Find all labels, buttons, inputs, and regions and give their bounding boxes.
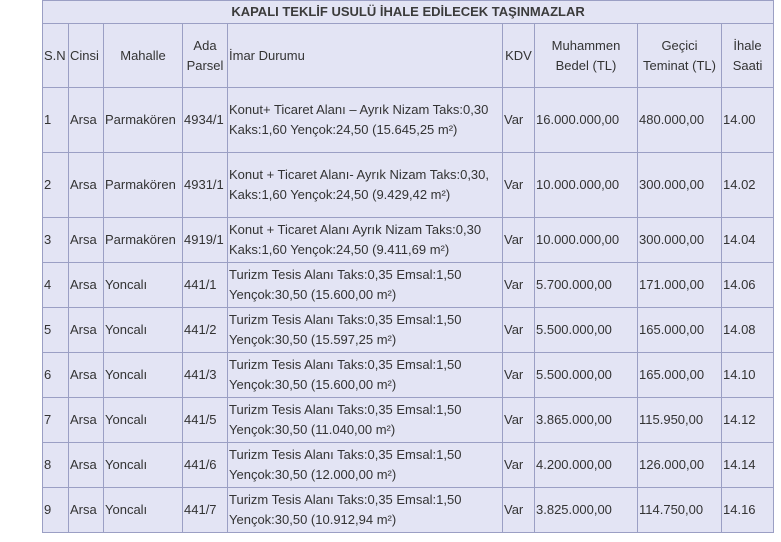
cell-kdv: Var <box>503 488 535 533</box>
cell-imar: Konut + Ticaret Alanı Ayrık Nizam Taks:0,30 Kaks:1,60 Yençok:24,50 (9.411,69 m²) <box>228 218 503 263</box>
table-row <box>43 308 774 353</box>
cell-cinsi: Arsa <box>69 398 104 443</box>
cell-imar: Turizm Tesis Alanı Taks:0,35 Emsal:1,50 Yençok:30,50 (11.040,00 m²) <box>228 398 503 443</box>
cell-ada-parsel: 441/7 <box>183 488 228 533</box>
table-row <box>43 88 774 153</box>
cell-mahalle: Yoncalı <box>104 443 183 488</box>
header-row <box>43 24 774 88</box>
cell-ihale-saati: 14.00 <box>722 88 774 153</box>
cell-sn: 9 <box>43 488 69 533</box>
cell-muhammen: 16.000.000,00 <box>535 88 638 153</box>
cell-ada-parsel: 441/5 <box>183 398 228 443</box>
cell-ada-parsel: 441/3 <box>183 353 228 398</box>
cell-ada-parsel: 4934/1 <box>183 88 228 153</box>
header-muhammen: Muhammen Bedel (TL) <box>535 24 638 88</box>
cell-kdv: Var <box>503 88 535 153</box>
cell-ada-parsel: 441/1 <box>183 263 228 308</box>
cell-imar: Konut+ Ticaret Alanı – Ayrık Nizam Taks:0,30 Kaks:1,60 Yençok:24,50 (15.645,25 m²) <box>228 88 503 153</box>
cell-gecici: 115.950,00 <box>638 398 722 443</box>
table-row <box>43 218 774 263</box>
header-ihale: İhale Saati <box>722 24 774 88</box>
cell-ihale-saati: 14.14 <box>722 443 774 488</box>
cell-muhammen: 5.500.000,00 <box>535 353 638 398</box>
cell-mahalle: Yoncalı <box>104 353 183 398</box>
property-table-container <box>42 0 773 533</box>
cell-ada-parsel: 4931/1 <box>183 153 228 218</box>
cell-gecici: 480.000,00 <box>638 88 722 153</box>
cell-gecici: 171.000,00 <box>638 263 722 308</box>
cell-mahalle: Parmakören <box>104 153 183 218</box>
cell-ada-parsel: 4919/1 <box>183 218 228 263</box>
cell-sn: 7 <box>43 398 69 443</box>
table-title: KAPALI TEKLİF USULÜ İHALE EDİLECEK TAŞINMAZLAR <box>43 1 774 24</box>
cell-ada-parsel: 441/2 <box>183 308 228 353</box>
cell-sn: 6 <box>43 353 69 398</box>
cell-gecici: 165.000,00 <box>638 353 722 398</box>
cell-kdv: Var <box>503 398 535 443</box>
cell-imar: Konut + Ticaret Alanı- Ayrık Nizam Taks:0,30, Kaks:1,60 Yençok:24,50 (9.429,42 m²) <box>228 153 503 218</box>
cell-muhammen: 5.500.000,00 <box>535 308 638 353</box>
cell-kdv: Var <box>503 443 535 488</box>
header-kdv: KDV <box>503 24 535 88</box>
cell-ihale-saati: 14.16 <box>722 488 774 533</box>
cell-sn: 2 <box>43 153 69 218</box>
cell-imar: Turizm Tesis Alanı Taks:0,35 Emsal:1,50 Yençok:30,50 (15.600,00 m²) <box>228 263 503 308</box>
cell-muhammen: 4.200.000,00 <box>535 443 638 488</box>
table-row <box>43 153 774 218</box>
table-row <box>43 353 774 398</box>
cell-mahalle: Parmakören <box>104 88 183 153</box>
cell-cinsi: Arsa <box>69 88 104 153</box>
cell-mahalle: Yoncalı <box>104 398 183 443</box>
cell-kdv: Var <box>503 153 535 218</box>
cell-mahalle: Yoncalı <box>104 263 183 308</box>
cell-sn: 4 <box>43 263 69 308</box>
cell-muhammen: 3.865.000,00 <box>535 398 638 443</box>
cell-muhammen: 5.700.000,00 <box>535 263 638 308</box>
table-row <box>43 488 774 533</box>
cell-mahalle: Parmakören <box>104 218 183 263</box>
cell-kdv: Var <box>503 218 535 263</box>
header-imar: İmar Durumu <box>228 24 503 88</box>
cell-sn: 8 <box>43 443 69 488</box>
cell-cinsi: Arsa <box>69 218 104 263</box>
cell-mahalle: Yoncalı <box>104 308 183 353</box>
cell-cinsi: Arsa <box>69 353 104 398</box>
cell-cinsi: Arsa <box>69 443 104 488</box>
cell-gecici: 114.750,00 <box>638 488 722 533</box>
cell-ihale-saati: 14.10 <box>722 353 774 398</box>
header-gecici: Geçici Teminat (TL) <box>638 24 722 88</box>
cell-sn: 3 <box>43 218 69 263</box>
cell-muhammen: 10.000.000,00 <box>535 218 638 263</box>
header-ada-parsel: Ada Parsel <box>183 24 228 88</box>
cell-kdv: Var <box>503 263 535 308</box>
cell-mahalle: Yoncalı <box>104 488 183 533</box>
cell-imar: Turizm Tesis Alanı Taks:0,35 Emsal:1,50 Yençok:30,50 (15.600,00 m²) <box>228 353 503 398</box>
cell-kdv: Var <box>503 308 535 353</box>
cell-ihale-saati: 14.04 <box>722 218 774 263</box>
header-cinsi: Cinsi <box>69 24 104 88</box>
cell-ihale-saati: 14.02 <box>722 153 774 218</box>
cell-ihale-saati: 14.08 <box>722 308 774 353</box>
cell-cinsi: Arsa <box>69 488 104 533</box>
table-row <box>43 263 774 308</box>
table-row <box>43 398 774 443</box>
cell-gecici: 165.000,00 <box>638 308 722 353</box>
cell-sn: 1 <box>43 88 69 153</box>
cell-imar: Turizm Tesis Alanı Taks:0,35 Emsal:1,50 Yençok:30,50 (10.912,94 m²) <box>228 488 503 533</box>
header-mahalle: Mahalle <box>104 24 183 88</box>
cell-muhammen: 10.000.000,00 <box>535 153 638 218</box>
cell-gecici: 300.000,00 <box>638 153 722 218</box>
cell-imar: Turizm Tesis Alanı Taks:0,35 Emsal:1,50 Yençok:30,50 (12.000,00 m²) <box>228 443 503 488</box>
header-sn: S.N <box>43 24 69 88</box>
property-table <box>42 0 774 533</box>
cell-gecici: 300.000,00 <box>638 218 722 263</box>
cell-ada-parsel: 441/6 <box>183 443 228 488</box>
table-row <box>43 443 774 488</box>
cell-imar: Turizm Tesis Alanı Taks:0,35 Emsal:1,50 Yençok:30,50 (15.597,25 m²) <box>228 308 503 353</box>
cell-cinsi: Arsa <box>69 263 104 308</box>
cell-ihale-saati: 14.12 <box>722 398 774 443</box>
cell-cinsi: Arsa <box>69 308 104 353</box>
cell-gecici: 126.000,00 <box>638 443 722 488</box>
cell-ihale-saati: 14.06 <box>722 263 774 308</box>
cell-cinsi: Arsa <box>69 153 104 218</box>
cell-sn: 5 <box>43 308 69 353</box>
cell-muhammen: 3.825.000,00 <box>535 488 638 533</box>
cell-kdv: Var <box>503 353 535 398</box>
